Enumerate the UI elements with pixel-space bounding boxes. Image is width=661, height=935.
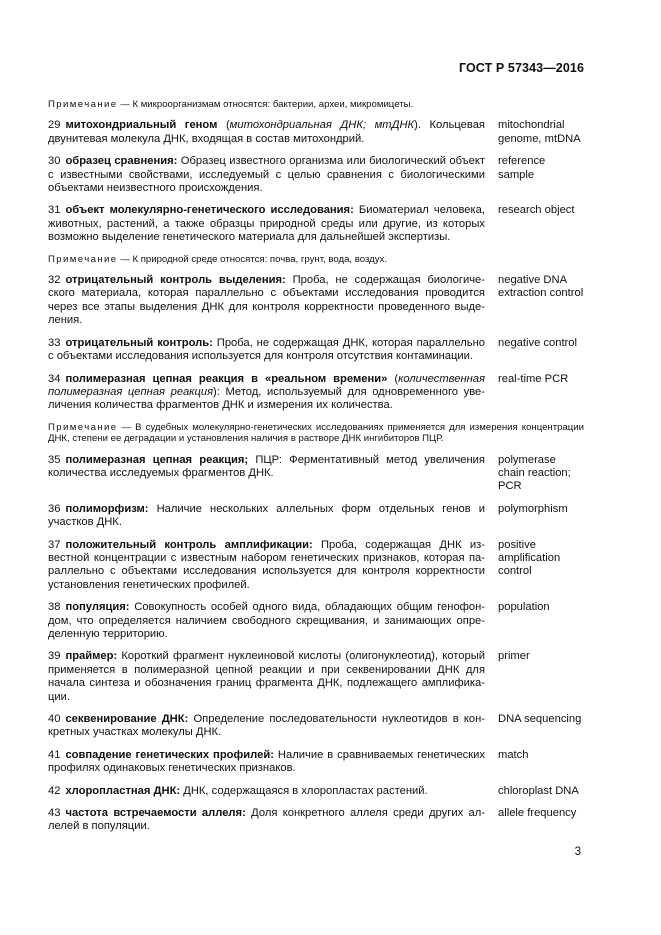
definition-text: Проба, не содержащая ДНК, которая параллельно с объектами исследования используется для контроля отсутствия контаминации. <box>48 336 485 363</box>
term-definition <box>48 539 485 593</box>
term-name: хлоропластная ДНК: <box>65 784 181 797</box>
english-equivalent: allele frequency <box>498 807 577 820</box>
term-entry <box>48 454 584 494</box>
definition-text: Биоматериал человека, животных, растений, а также образцы природной среды или другие, из которых возможно выделение генетического материала для дальнейшей экспертизы. <box>48 204 485 244</box>
term-definition <box>48 204 485 244</box>
term-number: 34 <box>48 372 61 385</box>
english-equivalent: reference sample <box>498 155 546 181</box>
term-number: 43 <box>48 807 61 820</box>
term-number: 39 <box>48 650 61 663</box>
definition-text: Проба, не содержащая биологического материала, которая параллельно с объектами исследования проводится через все этапы выделения ДНК для контроля корректности проведенного выделения. <box>48 274 485 327</box>
term-definition <box>48 337 485 364</box>
term-number: 30 <box>48 155 61 168</box>
definition-text: Наличие в сравниваемых генетических профилях одинаковых генетических признаков. <box>48 748 485 775</box>
term-entry <box>48 539 584 593</box>
term-entry <box>48 650 584 704</box>
term-name: образец сравнения: <box>65 155 178 168</box>
english-equivalent: positive amplification control <box>498 538 561 578</box>
terms-list <box>48 99 584 843</box>
term-synonym: митохондриальная ДНК; мтДНК <box>229 119 415 132</box>
term-definition <box>48 785 485 798</box>
term-name: отрицательный контроль выделения: <box>65 274 286 287</box>
term-definition <box>48 373 485 413</box>
term-number: 31 <box>48 204 61 217</box>
term-definition <box>48 601 485 641</box>
term-name: популяция: <box>65 601 130 614</box>
english-equivalent: negative control <box>498 336 577 349</box>
english-equivalent: primer <box>498 650 530 663</box>
term-entry <box>48 749 584 776</box>
term-number: 29 <box>48 119 61 132</box>
term-definition <box>48 155 485 195</box>
term-definition <box>48 650 485 704</box>
term-name: полимеразная цепная реакция; <box>65 453 249 466</box>
term-name: объект молекулярно-генетического исследования: <box>65 204 354 217</box>
term-entry <box>48 373 584 413</box>
term-entry <box>48 807 584 834</box>
english-equivalent: polymorphism <box>498 502 568 515</box>
term-name: совпадение генетических профилей: <box>65 748 274 761</box>
english-equivalent: research object <box>498 204 575 217</box>
definition-text: ПЦР: Ферментативный метод увеличения количества исследуемых фрагментов ДНК. <box>48 453 485 479</box>
term-entry <box>48 785 584 798</box>
term-number: 33 <box>48 336 61 349</box>
term-entry <box>48 713 584 740</box>
english-equivalent: population <box>498 601 550 614</box>
term-definition <box>48 274 485 328</box>
term-definition <box>48 454 485 494</box>
definition-text: Определение последовательности нуклеотидов в конкретных участках молекулы ДНК. <box>48 713 486 739</box>
term-entry <box>48 155 584 195</box>
term-name: полиморфизм: <box>65 502 149 515</box>
term-entry <box>48 503 584 530</box>
document-code: ГОСТ Р 57343—2016 <box>458 61 584 75</box>
term-name: отрицательный контроль: <box>65 336 213 349</box>
term-punct: ( <box>387 372 399 385</box>
term-entry <box>48 274 584 328</box>
definition-text: Доля конкретного аллеля среди других аллелей в популяции. <box>48 807 485 833</box>
definition-text: ): Метод, используемый для одновременного увеличения количества фрагментов ДНК и измерения их количества. <box>48 385 485 412</box>
english-equivalent: DNA sequencing <box>498 713 582 726</box>
term-name: митохондриальный геном <box>65 119 218 132</box>
definition-text: Совокупность особей одного вида, обладающих общим генофондом, что определяется наличием свободного скрещивания, и занимающих определенную территорию. <box>48 601 485 640</box>
note-label: Примечание <box>48 99 118 110</box>
page-number: 3 <box>574 846 581 858</box>
term-definition <box>48 713 485 740</box>
definition-text: ДНК, содержащаяся в хлоропластах растений. <box>180 784 428 797</box>
term-entry <box>48 337 584 364</box>
term-name: секвенирование ДНК: <box>65 713 189 726</box>
definition-text: Короткий фрагмент нуклеиновой кислоты (олигонуклеотид), который применяется в полимеразной цепной реакции и при секвенировании ДНК для начала синтеза и обозначения границ фрагмента ДНК, подлежащего амплификации. <box>48 650 485 703</box>
term-number: 42 <box>48 784 61 797</box>
term-number: 37 <box>48 538 61 551</box>
term-name: положительный контроль амплификации: <box>65 538 313 551</box>
term-definition <box>48 807 485 834</box>
term-number: 40 <box>48 713 61 726</box>
english-equivalent: chloroplast DNA <box>498 784 579 797</box>
term-name: частота встречаемости аллеля: <box>65 807 246 820</box>
note <box>48 254 584 265</box>
definition-text: Образец известного организма или биологический объект с известными свойствами, исследуемый с целью сравнения с биологическими объектами неизвестного происхождения. <box>48 155 485 195</box>
term-number: 38 <box>48 601 61 614</box>
term-punct: ( <box>217 119 230 132</box>
term-definition <box>48 503 485 530</box>
note-label: Примечание <box>48 421 118 433</box>
english-equivalent: mitochondrial genome, mtDNA <box>498 119 581 145</box>
definition-text: Проба, содержащая ДНК известной концентрации с известным набором генетических признаков, которая параллельно с объектами исследования используется для контроля корректности установления генетических профилей. <box>48 538 486 591</box>
term-name: праймер: <box>65 650 118 663</box>
term-number: 32 <box>48 274 61 287</box>
english-equivalent: match <box>498 748 529 761</box>
definition-text: ). Кольцевая двунитевая молекула ДНК, входящая в состав митохондрий. <box>48 119 485 145</box>
term-number: 36 <box>48 502 61 515</box>
term-number: 41 <box>48 748 61 761</box>
note-text: — К микроорганизмам относятся: бактерии, археи, микромицеты. <box>117 99 414 110</box>
term-entry <box>48 204 584 244</box>
note-text: — В судебных молекулярно-генетических исследованиях применяется для измерения концентрации ДНК, степени ее деградации и установления наличия в растворе ДНК ингибиторов ПЦР. <box>48 421 584 445</box>
note-text: — К природной среде относятся: почва, грунт, вода, воздух. <box>117 253 388 265</box>
term-synonym: количественная полимеразная цепная реакция <box>48 372 485 398</box>
term-entry <box>48 119 584 146</box>
note <box>48 99 584 110</box>
term-entry <box>48 601 584 641</box>
english-equivalent: polymerase chain reaction; PCR <box>498 453 571 493</box>
term-number: 35 <box>48 453 61 466</box>
english-equivalent: negative DNA extraction control <box>498 274 584 300</box>
english-equivalent: real-time PCR <box>498 372 569 385</box>
term-definition <box>48 749 485 776</box>
term-name: полимеразная цепная реакция в «реальном времени» <box>65 372 388 385</box>
note <box>48 422 584 445</box>
term-definition <box>48 119 485 146</box>
definition-text: Наличие нескольких аллельных форм отдельных генов и участков ДНК. <box>48 502 485 529</box>
note-label: Примечание <box>48 253 118 265</box>
